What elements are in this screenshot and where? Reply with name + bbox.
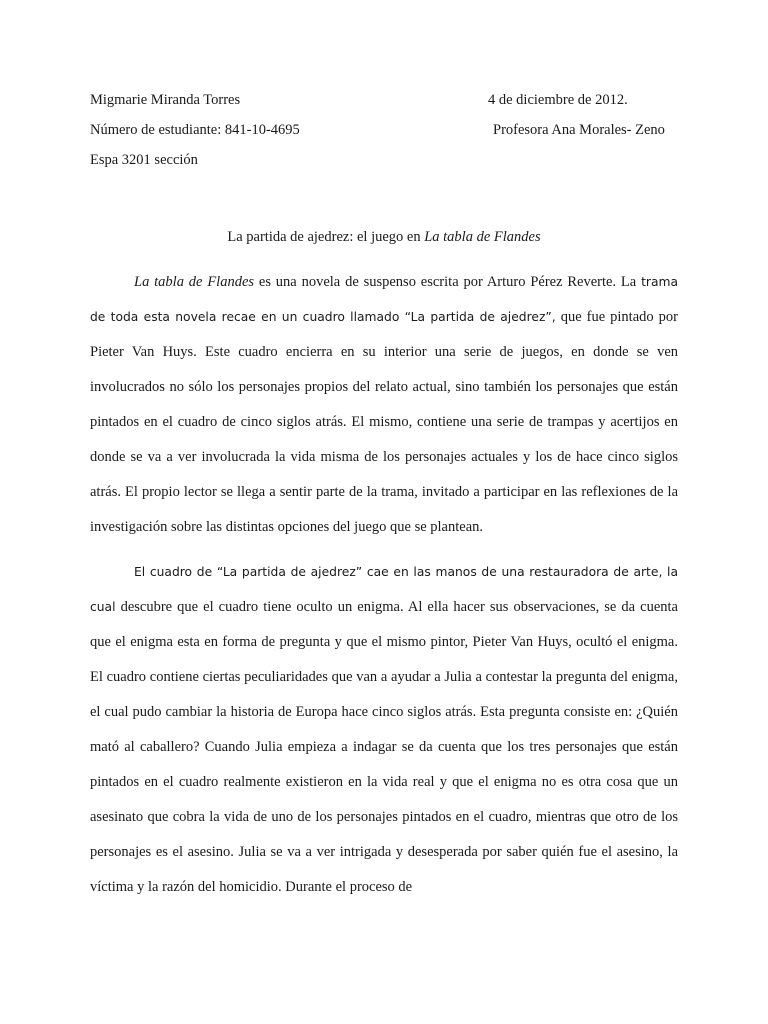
student-number: Número de estudiante: 841-10-4695 (90, 122, 300, 138)
title-prefix: La partida de ajedrez: el juego en (227, 229, 425, 245)
paragraph-2 (90, 555, 678, 905)
professor-name: Profesora Ana Morales- Zeno (493, 122, 665, 138)
paragraph-1 (90, 265, 678, 545)
essay-title (0, 228, 768, 246)
p2-text-a: El cuadro de “La partida de ajedrez” cae en las manos de una restauradora de arte, la cual (90, 565, 678, 614)
author-name: Migmarie Miranda Torres (90, 92, 241, 108)
p1-text-c: que fue pintado por Pieter Van Huys. Este cuadro encierra en su interior una serie de juegos, en donde se ven involucrados no sólo los personajes propios del relato actual, sino también los personajes que están pintados en el cuadro de cinco siglos atrás. El mismo, contiene una serie de trampas y acertijos en donde se va a ver involucrada la vida misma de los personajes actuales y los de hace cinco siglos atrás. El propio lector se llega a sentir parte de la trama, invitado a participar en las reflexiones de la investigación sobre las distintas opciones del juego que se plantean. (90, 309, 678, 535)
p1-text-a: es una novela de suspenso escrita por Arturo Pérez Reverte. La (254, 274, 637, 290)
p2-text-b: descubre que el cuadro tiene oculto un enigma. Al ella hacer sus observaciones, se da cuenta que el enigma esta en forma de pregunta y que el mismo pintor, Pieter Van Huys, ocultó el enigma. El cuadro contiene ciertas peculiaridades que van a ayudar a Julia a contestar la pregunta del enigma, el cual pudo cambiar la historia de Europa hace cinco siglos atrás. Esta pregunta consiste en: ¿Quién mató al caballero? Cuando Julia empieza a indagar se da cuenta que los tres personajes que están pintados en el cuadro realmente existieron en la vida real y que el enigma no es otra cosa que un asesinato que cobra la vida de uno de los personajes pintados en el cuadro, mientras que otro de los personajes es el asesino. Julia se va a ver intrigada y desesperada por saber quién fue el asesino, la víctima y la razón del homicidio. Durante el proceso de (90, 599, 678, 895)
essay-date: 4 de diciembre de 2012. (488, 92, 628, 108)
p1-book-title: La tabla de Flandes (134, 274, 255, 290)
p1-text-b: trama de toda esta novela recae en un cuadro llamado “La partida de ajedrez”, (90, 275, 678, 324)
title-book: La tabla de Flandes (424, 229, 541, 245)
course-section: Espa 3201 sección (90, 152, 198, 168)
